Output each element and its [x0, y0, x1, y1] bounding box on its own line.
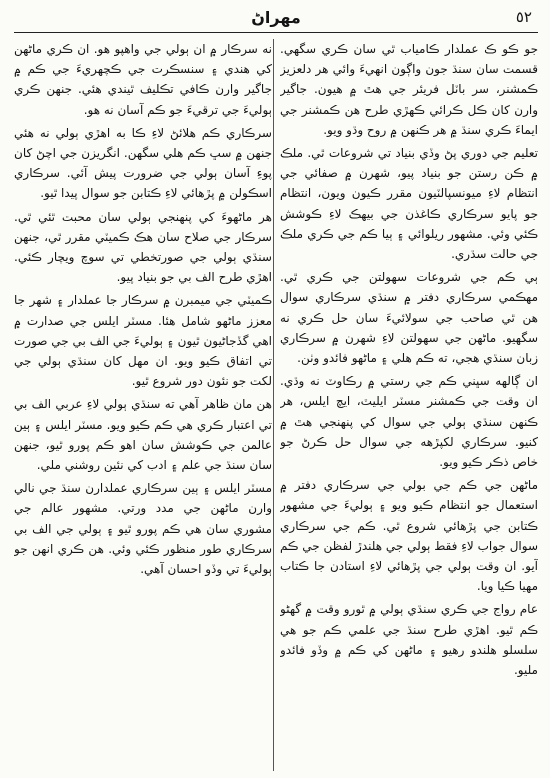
paragraph: تعليم جي دوري پڻ وڏي بنياد تي شروعات ٿي. ملڪ ۾ ڪن رستن جو بنياد پيو، شهرن ۾ صفائي جي انتظام لاءِ ميونسپالٽيون مقرر ڪيون ويون، انتظام جو پايو سرڪاري ڪاغذن جي بيهڪ لاءِ ڪوشش ڪئي وئي. مشهور ريلوائي ۽ ٻيا ڪم جي ڪري ملڪ جي حالت سڌري.: [280, 146, 538, 262]
paragraph: عام رواج جي ڪري سنڌي ٻولي ۾ ٿورو وقت ۾ گهڻو ڪم ٿيو. اهڙي طرح سنڌ جي علمي ڪم جو هي سلسلو هلندو رهيو ۽ ماڻهن کي ڪم ۾ وڏو فائدو مليو.: [280, 602, 538, 678]
text-columns: [14, 39, 538, 771]
paragraph: نه سرڪار ۾ ان ٻولي جي واهپو هو. ان ڪري ماڻهن کي هندي ۽ سنسڪرت جي ڪچهريءَ جي ڪم ۾ جاگير وارن ڪافي تڪليف ٿيندي هئي. جنهن ڪري ٻوليءَ جي ترقيءَ جو ڪم آسان نه هو.: [14, 42, 272, 117]
paragraph: ٻي ڪم جي شروعات سهولتن جي ڪري ٿي. مهڪمي سرڪاري دفتر ۾ سنڌي سرڪاري سوال هن ٿي صاحب جي سولائيءَ سان حل ڪري نه سگهيو. ماڻهن جي سهولتن لاءِ شهرن ۾ سرڪاري زبان سنڌي هجي، ته ڪم هلي ۽ ماڻهو فائدو وٺن.: [280, 270, 538, 366]
paragraph: ان ڳالهه سڀني ڪم جي رستي ۾ رڪاوٽ نه وڌي. ان وقت جي ڪمشنر مسٽر ايليٽ، ايچ ايلس، هر ڪنهن سنڌي ٻولي جي سوال کي پنهنجي هٿ ۾ کنيو. سرڪاري لکپڙهه جي سوال حل ڪرڻ جو خاص ذڪر ڪيو ويو.: [280, 374, 538, 470]
paragraph: سرڪاري ڪم هلائڻ لاءِ ڪا به اهڙي ٻولي نه هئي جنهن ۾ سڀ ڪم هلي سگهن. انگريزن جي اچڻ کان پوءِ آسان ٻولي جي ضرورت پيش آئي. سرڪاري اسڪولن ۾ پڙهائي لاءِ ڪتابن جو سوال پيدا ٿيو.: [14, 125, 272, 201]
page-header: [14, 6, 538, 33]
column-divider: [273, 39, 274, 771]
paragraph: مسٽر ايلس ۽ ٻين سرڪاري عملدارن سنڌ جي نالي وارن ماڻهن جي مدد ورتي. مشهور عالم جي مشوري سان هي ڪم پورو ٿيو ۽ ٻولي جي الف بي سرڪاري طور منظور ڪئي وئي. هن ڪري انهن جو ٻوليءَ تي وڏو احسان آهي.: [14, 481, 272, 577]
paragraph: هن مان ظاهر آهي ته سنڌي ٻولي لاءِ عربي الف بي تي اعتبار ڪري هي ڪم ڪيو ويو. مسٽر ايلس ۽ ٻين عالمن جي ڪوشش سان اهو ڪم پورو ٿيو، جنهن سان سنڌ جي علم ۽ ادب کي نئين روشني ملي.: [14, 397, 272, 473]
page-number: ٥٢: [515, 8, 532, 26]
paragraph: ڪميٽي جي ميمبرن ۾ سرڪار جا عملدار ۽ شهر جا معزز ماڻهو شامل هئا. مسٽر ايلس جي صدارت ۾ اهي گڏجاڻيون ٿيون ۽ ٻوليءَ جي الف بي جي صورت تي اتفاق ڪيو ويو. ان مهل کان سنڌي ٻولي جي لکت جو نئون دور شروع ٿيو.: [14, 293, 272, 389]
paragraph: جو ڪو ڪ عملدار ڪامياب ٿي سان ڪري سگهي. قسمت سان سنڌ جون واڳون انهيءَ وائي هر دلعزيز ڪمشنر، سر باٽل فريئر جي هٿ ۾ هيون. جاگير وارن کان ڪل ڪرائي ڪهڙي طرح هن ڪمشنر جي ايماءَ ڪري سنڌ ۾ هر ڪنهن ۾ روح وڌو ويو.: [280, 42, 538, 137]
paragraph: هر ماڻهوءَ کي پنهنجي ٻولي سان محبت ٿئي ٿي. سرڪار جي صلاح سان هڪ ڪميٽي مقرر ٿي، جنهن سنڌي ٻولي جي صورتخطي تي سوچ ويچار ڪئي. اهڙي طرح الف بي جو بنياد پيو.: [14, 209, 272, 285]
paragraph: ماڻهن جي ڪم جي بولي جي سرڪاري دفتر ۾ استعمال جو انتظام ڪيو ويو ۽ ٻوليءَ جي مشهور ڪتابن جي پڙهائي شروع ٿي. ڪم جي سرڪاري سوال جواب لاءِ فقط ٻولي جي هلندڙ لفظن جي ڪم آيو. ان وقت ٻولي جي پڙهائي لاءِ استادن جا ڪتاب مهيا ڪيا ويا.: [280, 478, 538, 594]
running-title: مهراڻ: [251, 8, 301, 27]
right-column: [280, 39, 538, 771]
left-column: [14, 39, 272, 771]
